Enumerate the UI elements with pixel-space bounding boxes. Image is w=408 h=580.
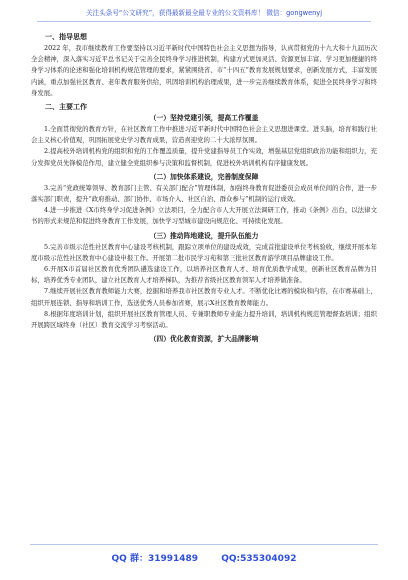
- heading-guiding-ideology: 一、指导思想: [45, 33, 87, 41]
- paragraph-2-1: 3.完善“党政统筹领导、教育部门主管、有关部门配合”管理体制，加强终身教育促进委员会成员单位间的合作，进一步落实部门职责，提升“政府推动、部门协作、市场介入、社区自治、群众参与”机制的运行成效。: [31, 183, 377, 204]
- paragraph-3-1: 5.完善市级示范性社区教育中心建设考核机制，跟踪立项单位的建设成效，完成首批建设单位考核验收，继续开展本年度市级示范性社区教育中心建设申报工作。开展第二批市民学习苑和第三批社区教育游学项目品牌建设工作。: [31, 242, 377, 262]
- paragraph-1-2: 2.提高校外培训机构党的组织和党的工作覆盖质量，提升党建指导员工作实效，增强基层党组织政治功能和组织力，充分发挥党员先锋模范作用，建立健全党组织参与决策和监督机制，促进校外培训机构有序健康发展。: [31, 147, 377, 167]
- section-title-3: （三）推动阵地建设，提升队伍能力: [149, 231, 259, 240]
- footer-qq-group[interactable]: QQ 群：31991489: [111, 554, 199, 564]
- paragraph-3-3: 7.继续开展社区教育教师能力大赛，挖掘和培养我市社区教育专业人才。不断优化比赛的模块和内容，在市赛基础上，组织开展连锁、指导和培训工作，选送优秀人员参加省赛，展示X社区教育教师能力。: [31, 287, 377, 307]
- paragraph-1-1: 1.全面贯彻党的教育方针，在社区教育工作中推进习近平新时代中国特色社会主义思想进课堂、进头脑，培育和践行社会主义核心价值观，巩固拓展党史学习教育成果，营造喜迎党的二十大浓厚氛围。: [31, 125, 377, 145]
- footer-contact: [30, 544, 378, 564]
- paragraph-3-2: 6.开展X市首届社区教育优秀团队遴选建设工作，以培养社区教育人才、培育优质教学成果，创新社区教育品牌为目标，培养优秀专业团队，建立社区教育人才培养梯队，为推荐省级社区教育领军人才培养做准备。: [31, 265, 377, 285]
- paragraph-3-4: 8.根据年度培训计划，组织开展社区教育管理人员、专兼职教师专业能力提升培训，培训机构规范管理督查培训；组织开展跨区域终身（社区）教育交流学习考察活动。: [31, 309, 377, 330]
- section-title-2: （二）加快体系建设，完善制度保障: [149, 172, 259, 181]
- section-title-1: （一）坚持党建引领，提高工作覆盖: [149, 114, 259, 123]
- paragraph-2-2: 4.进一步推进《X市终身学习促进条例》立法项目，全力配合市人大开展立法调研工作，推动《条例》出台，以法律文书的形式来规范和促进终身教育工作发展，加快学习型城市建设向规范化、可持续化发展。: [31, 206, 377, 226]
- section-title-4: （四）优化教育资源，扩大品牌影响: [149, 335, 259, 344]
- header-banner[interactable]: 关注头条号“公文研究”，获得最新最全最专业的公文资料库！ 微信：gongwenyj: [37, 8, 371, 22]
- footer-qq-number[interactable]: QQ:535304092: [221, 554, 297, 564]
- heading-main-work: 二、主要工作: [45, 103, 87, 112]
- paragraph-guiding: 2022 年，我市继续教育工作要坚持以习近平新时代中国特色社会主义思想为指导，认真贯彻党的十九大和十九届历次全会精神，深入落实习近平总书记关于完善全民终身学习推进机制，构建方式更加灵活、资源更加丰富、学习更加便捷的终身学习体系的论述和强化培训机构规范管理的要求，紧紧围绕省、市“十四五”教育发展规划要求，创新发展方式，丰富发展内涵，重点加强社区教育、老年教育服务供给，巩固培训机构治理成果，进一步完善继续教育体系，促进全民终身学习和终身发展。: [31, 44, 377, 97]
